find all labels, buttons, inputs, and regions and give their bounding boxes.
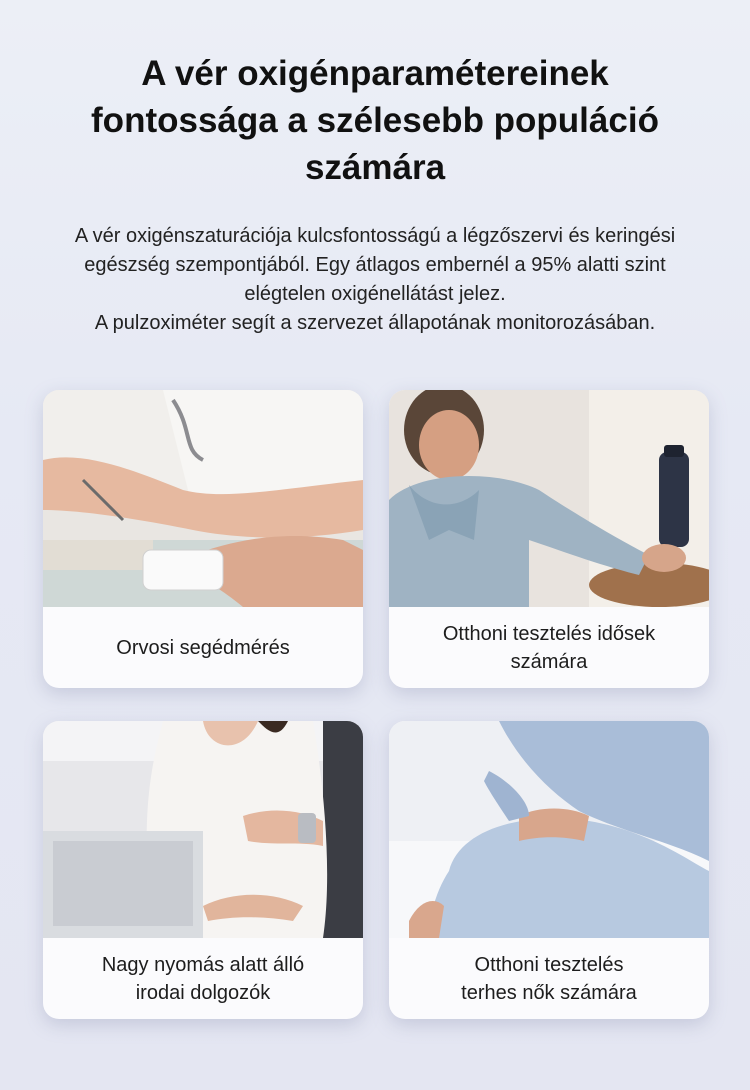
card-caption	[399, 938, 699, 1019]
card-elderly-home-testing	[389, 390, 709, 688]
card-caption	[53, 938, 353, 1019]
intro-paragraph	[10, 222, 740, 338]
card-medical-measurement	[43, 390, 363, 688]
intro-line: elégtelen oxigénellátást jelez.	[244, 283, 506, 305]
caption-line: terhes nők számára	[461, 981, 637, 1004]
intro-line: A vér oxigénszaturációja kulcsfontosságú a légzőszervi és keringési	[74, 225, 676, 247]
page-title	[40, 50, 710, 191]
intro-line: egészség szempontjából. Egy átlagos embernél a 95% alatti szint	[84, 254, 666, 276]
caption-line: Orvosi segédmérés	[116, 636, 290, 659]
pregnant-woman-photo	[389, 721, 709, 938]
card-pregnant-women	[389, 721, 709, 1019]
caption-line: irodai dolgozók	[135, 981, 271, 1004]
card-office-workers	[43, 721, 363, 1019]
intro-line: A pulzoximéter segít a szervezet állapotának monitorozásában.	[94, 312, 656, 334]
title-line: fontossága a szélesebb populáció	[91, 101, 659, 140]
elderly-woman-photo	[389, 390, 709, 607]
caption-line: Otthoni tesztelés	[474, 953, 624, 976]
office-worker-photo	[43, 721, 363, 938]
card-caption	[53, 607, 353, 688]
doctor-pulse-oximeter-photo	[43, 390, 363, 607]
title-line: számára	[304, 148, 446, 187]
card-caption	[399, 607, 699, 688]
title-line: A vér oxigénparamétereinek	[141, 54, 609, 93]
caption-line: Nagy nyomás alatt álló	[101, 953, 305, 976]
caption-line: számára	[510, 650, 588, 673]
caption-line: Otthoni tesztelés idősek	[442, 622, 656, 645]
